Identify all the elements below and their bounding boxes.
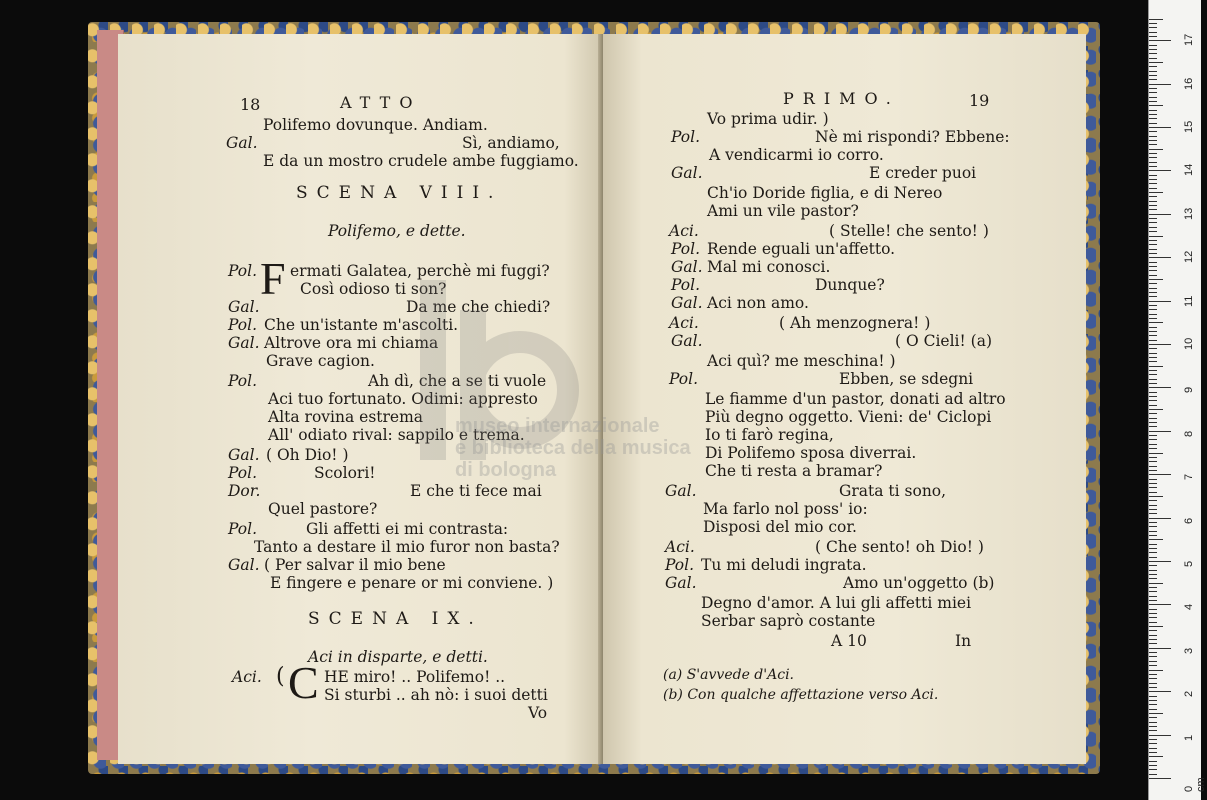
- ruler-tick: [1149, 730, 1157, 731]
- ruler-tick: [1149, 62, 1163, 63]
- text-line: Le fiamme d'un pastor, donati ad altro: [705, 390, 1006, 408]
- drop-cap: F: [260, 253, 286, 304]
- ruler-tick: [1149, 331, 1157, 332]
- text-line: Ami un vile pastor?: [707, 202, 859, 220]
- ruler-tick: [1149, 591, 1157, 592]
- ruler-tick: [1149, 683, 1157, 684]
- speaker: Pol.: [228, 262, 258, 280]
- ruler-tick: [1149, 548, 1157, 549]
- ruler-tick: [1149, 348, 1157, 349]
- speaker: Pol.: [228, 464, 258, 482]
- ruler-number: 15: [1183, 120, 1195, 133]
- text-line: Rende eguali un'affetto.: [707, 240, 896, 258]
- ruler-tick: [1149, 162, 1157, 163]
- ruler-tick: [1149, 661, 1157, 662]
- ruler-tick: [1149, 552, 1157, 553]
- right-page: [603, 34, 1086, 764]
- ruler-tick: [1149, 652, 1157, 653]
- ruler-tick: [1149, 179, 1157, 180]
- ruler-tick: [1149, 392, 1157, 393]
- text-line: Così odioso ti son?: [300, 280, 447, 298]
- ruler-tick: [1149, 656, 1157, 657]
- text-line: Dunque?: [815, 276, 885, 294]
- ruler-tick: [1149, 222, 1157, 223]
- speaker: Pol.: [665, 556, 695, 574]
- scene-title: SCENA IX.: [308, 609, 483, 629]
- watermark-line: museo internazionale: [455, 415, 660, 437]
- ruler-tick: [1149, 75, 1157, 76]
- ruler-tick: [1149, 322, 1163, 323]
- ruler-number: 3: [1183, 647, 1195, 654]
- ruler-tick: [1149, 131, 1157, 132]
- ruler-tick: [1149, 774, 1157, 775]
- text-line: Aci non amo.: [707, 294, 809, 312]
- ruler-tick: [1149, 479, 1157, 480]
- ruler-tick: [1149, 474, 1171, 475]
- ruler-tick: [1149, 192, 1163, 193]
- text-line: Ebben, se sdegni: [839, 370, 974, 388]
- ruler-tick: [1149, 448, 1157, 449]
- drop-cap: C: [288, 657, 319, 708]
- text-line: ( Stelle! che sento! ): [829, 222, 989, 240]
- ruler-tick: [1149, 318, 1157, 319]
- text-line: Da me che chiedi?: [406, 298, 551, 316]
- ruler-tick: [1149, 19, 1163, 20]
- ruler-tick: [1149, 374, 1157, 375]
- text-line: Io ti farò regina,: [705, 426, 834, 444]
- ruler-number: 2: [1183, 691, 1195, 698]
- ruler-tick: [1149, 327, 1157, 328]
- ruler-tick: [1149, 170, 1171, 171]
- ruler-tick: [1149, 539, 1163, 540]
- ruler-tick: [1149, 110, 1157, 111]
- ruler-tick: [1149, 23, 1157, 24]
- ruler-tick: [1149, 509, 1157, 510]
- ruler-tick: [1149, 288, 1157, 289]
- text-line: E fingere e penare or mi conviene. ): [270, 574, 554, 592]
- ruler-tick: [1149, 40, 1171, 41]
- speaker: Pol.: [671, 240, 701, 258]
- ruler-tick: [1149, 118, 1157, 119]
- ruler-tick: [1149, 435, 1157, 436]
- ruler-tick: [1149, 531, 1157, 532]
- ruler-tick: [1149, 227, 1157, 228]
- text-line: Tanto a destare il mio furor non basta?: [254, 538, 560, 556]
- ruler-tick: [1149, 444, 1157, 445]
- text-line: Degno d'amor. A lui gli affetti miei: [701, 594, 972, 612]
- ruler-tick: [1149, 726, 1157, 727]
- ruler-tick: [1149, 544, 1157, 545]
- ruler-tick: [1149, 366, 1163, 367]
- ruler-tick: [1149, 587, 1157, 588]
- ruler-number: 1: [1183, 734, 1195, 741]
- text-line: ermati Galatea, perchè mi fuggi?: [290, 262, 550, 280]
- ruler-number: 14: [1183, 164, 1195, 177]
- ruler-number: 7: [1183, 474, 1195, 481]
- ruler-tick: [1149, 409, 1163, 410]
- ruler-tick: [1149, 466, 1157, 467]
- ruler-tick: [1149, 196, 1157, 197]
- speaker: Pol.: [671, 128, 701, 146]
- ruler-tick: [1149, 27, 1157, 28]
- text-line: Gli affetti ei mi contrasta:: [306, 520, 509, 538]
- ruler-tick: [1149, 45, 1157, 46]
- text-line: Si sturbi .. ah nò: i suoi detti: [324, 686, 548, 704]
- ruler-tick: [1149, 301, 1171, 302]
- text-line: ( Che sento! oh Dio! ): [815, 538, 984, 556]
- speaker: Gal.: [228, 446, 260, 464]
- ruler-number: 5: [1183, 560, 1195, 567]
- catchword: In: [955, 632, 972, 650]
- ruler-tick: [1149, 270, 1157, 271]
- text-line: Quel pastore?: [268, 500, 378, 518]
- text-line: ( O Cieli! (a): [895, 332, 993, 350]
- ruler-tick: [1149, 613, 1157, 614]
- ruler-tick: [1149, 214, 1171, 215]
- text-line: Vo prima udir. ): [707, 110, 829, 128]
- ruler-tick: [1149, 236, 1163, 237]
- signature-mark: A 10: [831, 632, 867, 650]
- ruler-tick: [1149, 240, 1157, 241]
- ruler-tick: [1149, 604, 1171, 605]
- ruler-tick: [1149, 201, 1157, 202]
- speaker: Pol.: [228, 372, 258, 390]
- ruler-tick: [1149, 483, 1157, 484]
- text-line: ( Per salvar il mio bene: [264, 556, 446, 574]
- ruler-tick: [1149, 357, 1157, 358]
- watermark-line: e biblioteca della musica: [455, 437, 691, 459]
- speaker: Gal.: [665, 574, 697, 592]
- ruler-number: 13: [1183, 207, 1195, 220]
- ruler-tick: [1149, 218, 1157, 219]
- watermark-line: di bologna: [455, 459, 557, 481]
- ruler-tick: [1149, 71, 1157, 72]
- ruler-tick: [1149, 674, 1157, 675]
- ruler-tick: [1149, 305, 1157, 306]
- text-line: Ma farlo nol poss' io:: [703, 500, 868, 518]
- text-line: Sì, andiamo,: [462, 134, 560, 152]
- ruler-tick: [1149, 335, 1157, 336]
- ruler-tick: [1149, 748, 1157, 749]
- text-line: E da un mostro crudele ambe fuggiamo.: [263, 152, 579, 170]
- ruler-tick: [1149, 765, 1157, 766]
- ruler-tick: [1149, 58, 1157, 59]
- ruler-tick: [1149, 570, 1157, 571]
- text-line: Amo un'oggetto (b): [843, 574, 995, 592]
- running-header: ATTO: [340, 93, 422, 112]
- ruler-tick: [1149, 500, 1157, 501]
- ruler-tick: [1149, 127, 1171, 128]
- text-line: Tu mi deludi ingrata.: [701, 556, 867, 574]
- speaker: Aci.: [669, 314, 699, 332]
- ruler-tick: [1149, 97, 1157, 98]
- ruler-tick: [1149, 49, 1157, 50]
- ruler-number: 11: [1183, 295, 1195, 307]
- ruler-tick: [1149, 574, 1157, 575]
- ruler-tick: [1149, 283, 1157, 284]
- ruler-tick: [1149, 379, 1157, 380]
- speaker: Dor.: [228, 482, 261, 500]
- ruler-tick: [1149, 257, 1171, 258]
- speaker: Pol.: [228, 520, 258, 538]
- ruler-tick: [1149, 756, 1163, 757]
- speaker: Gal.: [228, 298, 260, 316]
- ruler-tick: [1149, 635, 1157, 636]
- text-line: Che ti resta a bramar?: [705, 462, 883, 480]
- ruler-tick: [1149, 496, 1163, 497]
- paren: (: [276, 664, 285, 689]
- ruler-tick: [1149, 457, 1157, 458]
- text-line: All' odiato rival: sappilo e trema.: [268, 426, 525, 444]
- text-line: Disposi del mio cor.: [703, 518, 857, 536]
- text-line: Che un'istante m'ascolti.: [264, 316, 459, 334]
- ruler-tick: [1149, 123, 1157, 124]
- ruler-tick: [1149, 626, 1163, 627]
- ruler-tick: [1149, 691, 1171, 692]
- ruler-tick: [1149, 88, 1157, 89]
- ruler-tick: [1149, 713, 1163, 714]
- ruler-tick: [1149, 578, 1157, 579]
- ruler-tick: [1149, 453, 1163, 454]
- text-line: ( Ah menzognera! ): [779, 314, 931, 332]
- ruler-tick: [1149, 470, 1157, 471]
- ruler-number: 8: [1183, 430, 1195, 437]
- ruler-tick: [1149, 314, 1157, 315]
- ruler-tick: [1149, 561, 1171, 562]
- ruler-tick: [1149, 535, 1157, 536]
- ruler-tick: [1149, 609, 1157, 610]
- ruler-tick: [1149, 32, 1157, 33]
- text-line: E che ti fece mai: [410, 482, 542, 500]
- text-line: Nè mi rispondi? Ebbene:: [815, 128, 1010, 146]
- ruler-tick: [1149, 639, 1157, 640]
- footnote: (b) Con qualche affettazione verso Aci.: [663, 687, 939, 703]
- ruler-tick: [1149, 418, 1157, 419]
- text-line: Ah dì, che a se ti vuole: [368, 372, 547, 390]
- ruler-tick: [1149, 66, 1157, 67]
- speaker: Gal.: [226, 134, 258, 152]
- speaker: Aci.: [665, 538, 695, 556]
- ruler-tick: [1149, 53, 1157, 54]
- ruler-tick: [1149, 518, 1171, 519]
- ruler-tick: [1149, 153, 1157, 154]
- text-line: Mal mi conosci.: [707, 258, 831, 276]
- ruler-tick: [1149, 279, 1163, 280]
- ruler-tick: [1149, 231, 1157, 232]
- speaker: Gal.: [671, 164, 703, 182]
- ruler-tick: [1149, 249, 1157, 250]
- ruler-tick: [1149, 183, 1157, 184]
- ruler-tick: [1149, 505, 1157, 506]
- ruler-tick: [1149, 140, 1157, 141]
- page-number: 19: [969, 91, 990, 110]
- ruler-tick: [1149, 175, 1157, 176]
- ruler-number: 10: [1183, 337, 1195, 350]
- ruler-tick: [1149, 188, 1157, 189]
- museum-watermark: [455, 415, 775, 515]
- ruler-tick: [1149, 461, 1157, 462]
- ruler-tick: [1149, 413, 1157, 414]
- ruler-tick: [1149, 426, 1157, 427]
- ruler-tick: [1149, 340, 1157, 341]
- footnote: (a) S'avvede d'Aci.: [663, 667, 794, 683]
- ruler-tick: [1149, 439, 1157, 440]
- ruler-tick: [1149, 583, 1163, 584]
- text-line: Serbar saprò costante: [701, 612, 876, 630]
- ruler-tick: [1149, 717, 1157, 718]
- speaker: Gal.: [671, 332, 703, 350]
- ruler-tick: [1149, 739, 1157, 740]
- ruler-tick: [1149, 643, 1157, 644]
- ruler-tick: [1149, 778, 1171, 779]
- ruler-tick: [1149, 92, 1157, 93]
- ruler-tick: [1149, 84, 1171, 85]
- text-line: Grave cagion.: [266, 352, 375, 370]
- ruler-tick: [1149, 396, 1157, 397]
- ruler-unit-label: 0 cm: [1183, 777, 1207, 792]
- ruler-tick: [1149, 761, 1157, 762]
- ruler-tick: [1149, 405, 1157, 406]
- text-line: Scolori!: [314, 464, 376, 482]
- ruler-tick: [1149, 149, 1163, 150]
- measurement-ruler: [1148, 0, 1207, 800]
- text-line: Alta rovina estrema: [268, 408, 424, 426]
- ruler-tick: [1149, 353, 1157, 354]
- ruler-number: 17: [1183, 33, 1195, 47]
- ruler-tick: [1149, 209, 1157, 210]
- ruler-tick: [1149, 105, 1163, 106]
- text-line: Ch'io Doride figlia, e di Nereo: [707, 184, 943, 202]
- ruler-tick: [1149, 344, 1171, 345]
- speaker: Pol.: [228, 316, 258, 334]
- ruler-tick: [1149, 687, 1157, 688]
- ruler-tick: [1149, 387, 1171, 388]
- ruler-tick: [1149, 266, 1157, 267]
- ruler-tick: [1149, 696, 1157, 697]
- ruler-tick: [1149, 665, 1157, 666]
- ruler-tick: [1149, 262, 1157, 263]
- text-line: A vendicarmi io corro.: [709, 146, 884, 164]
- speaker: Gal.: [671, 294, 703, 312]
- ruler-tick: [1149, 557, 1157, 558]
- ruler-tick: [1149, 370, 1157, 371]
- text-line: Polifemo dovunque. Andiam.: [263, 116, 488, 134]
- ruler-tick: [1149, 144, 1157, 145]
- ruler-tick: [1149, 361, 1157, 362]
- speaker: Gal.: [665, 482, 697, 500]
- ruler-tick: [1149, 253, 1157, 254]
- text-line: Più degno oggetto. Vieni: de' Ciclopi: [705, 408, 992, 426]
- speaker: Gal.: [671, 258, 703, 276]
- ruler-tick: [1149, 383, 1157, 384]
- speaker: Aci.: [232, 668, 262, 686]
- ruler-tick: [1149, 36, 1157, 37]
- ruler-tick: [1149, 522, 1157, 523]
- ruler-tick: [1149, 292, 1157, 293]
- scene-title: SCENA VIII.: [296, 183, 503, 203]
- ruler-tick: [1149, 309, 1157, 310]
- ruler-tick: [1149, 743, 1157, 744]
- text-line: Aci tuo fortunato. Odimi: appresto: [268, 390, 538, 408]
- ruler-tick: [1149, 678, 1157, 679]
- speaker: Pol.: [669, 370, 699, 388]
- ruler-tick: [1149, 101, 1157, 102]
- ruler-number: 4: [1183, 604, 1195, 611]
- speaker: Gal.: [228, 334, 260, 352]
- speaker: Pol.: [671, 276, 701, 294]
- text-line: Di Polifemo sposa diverrai.: [705, 444, 917, 462]
- ruler-tick: [1149, 296, 1157, 297]
- stage-direction: Polifemo, e dette.: [328, 222, 466, 240]
- ruler-tick: [1149, 400, 1157, 401]
- ruler-tick: [1149, 275, 1157, 276]
- stage-direction: Aci in disparte, e detti.: [308, 648, 488, 666]
- ruler-tick: [1149, 492, 1157, 493]
- ruler-tick: [1149, 526, 1157, 527]
- text-line: Grata ti sono,: [839, 482, 947, 500]
- ruler-tick: [1149, 600, 1157, 601]
- text-line: HE miro! .. Polifemo! ..: [324, 668, 506, 686]
- running-header: PRIMO.: [783, 89, 900, 108]
- speaker: Gal.: [228, 556, 260, 574]
- ruler-tick: [1149, 596, 1157, 597]
- ruler-tick: [1149, 700, 1157, 701]
- ruler-tick: [1149, 670, 1163, 671]
- ruler-tick: [1149, 565, 1157, 566]
- ruler-tick: [1149, 722, 1157, 723]
- ruler-tick: [1149, 622, 1157, 623]
- text-line: Altrove ora mi chiama: [264, 334, 439, 352]
- ruler-tick: [1149, 136, 1157, 137]
- speaker: Aci.: [669, 222, 699, 240]
- catchword: Vo: [528, 704, 548, 722]
- ruler-tick: [1149, 422, 1157, 423]
- ruler-number: 12: [1183, 250, 1195, 264]
- text-line: E creder puoi: [869, 164, 977, 182]
- ruler-tick: [1149, 431, 1171, 432]
- ruler-tick: [1149, 752, 1157, 753]
- ruler-tick: [1149, 513, 1157, 514]
- ruler-tick: [1149, 735, 1171, 736]
- ruler-tick: [1149, 79, 1157, 80]
- page-number: 18: [240, 95, 261, 114]
- ruler-tick: [1149, 205, 1157, 206]
- ruler-number: 6: [1183, 517, 1195, 524]
- ruler-tick: [1149, 648, 1171, 649]
- ruler-tick: [1149, 709, 1157, 710]
- ruler-tick: [1149, 244, 1157, 245]
- ruler-tick: [1149, 617, 1157, 618]
- text-line: Aci quì? me meschina! ): [707, 352, 896, 370]
- ruler-tick: [1149, 166, 1157, 167]
- ruler-tick: [1149, 114, 1157, 115]
- text-line: ( Oh Dio! ): [266, 446, 349, 464]
- ruler-tick: [1149, 487, 1157, 488]
- ruler-tick: [1149, 704, 1157, 705]
- ruler-tick: [1149, 630, 1157, 631]
- ruler-tick: [1149, 157, 1157, 158]
- ruler-number: 9: [1183, 387, 1195, 394]
- ruler-tick: [1149, 769, 1157, 770]
- ruler-number: 16: [1183, 77, 1195, 90]
